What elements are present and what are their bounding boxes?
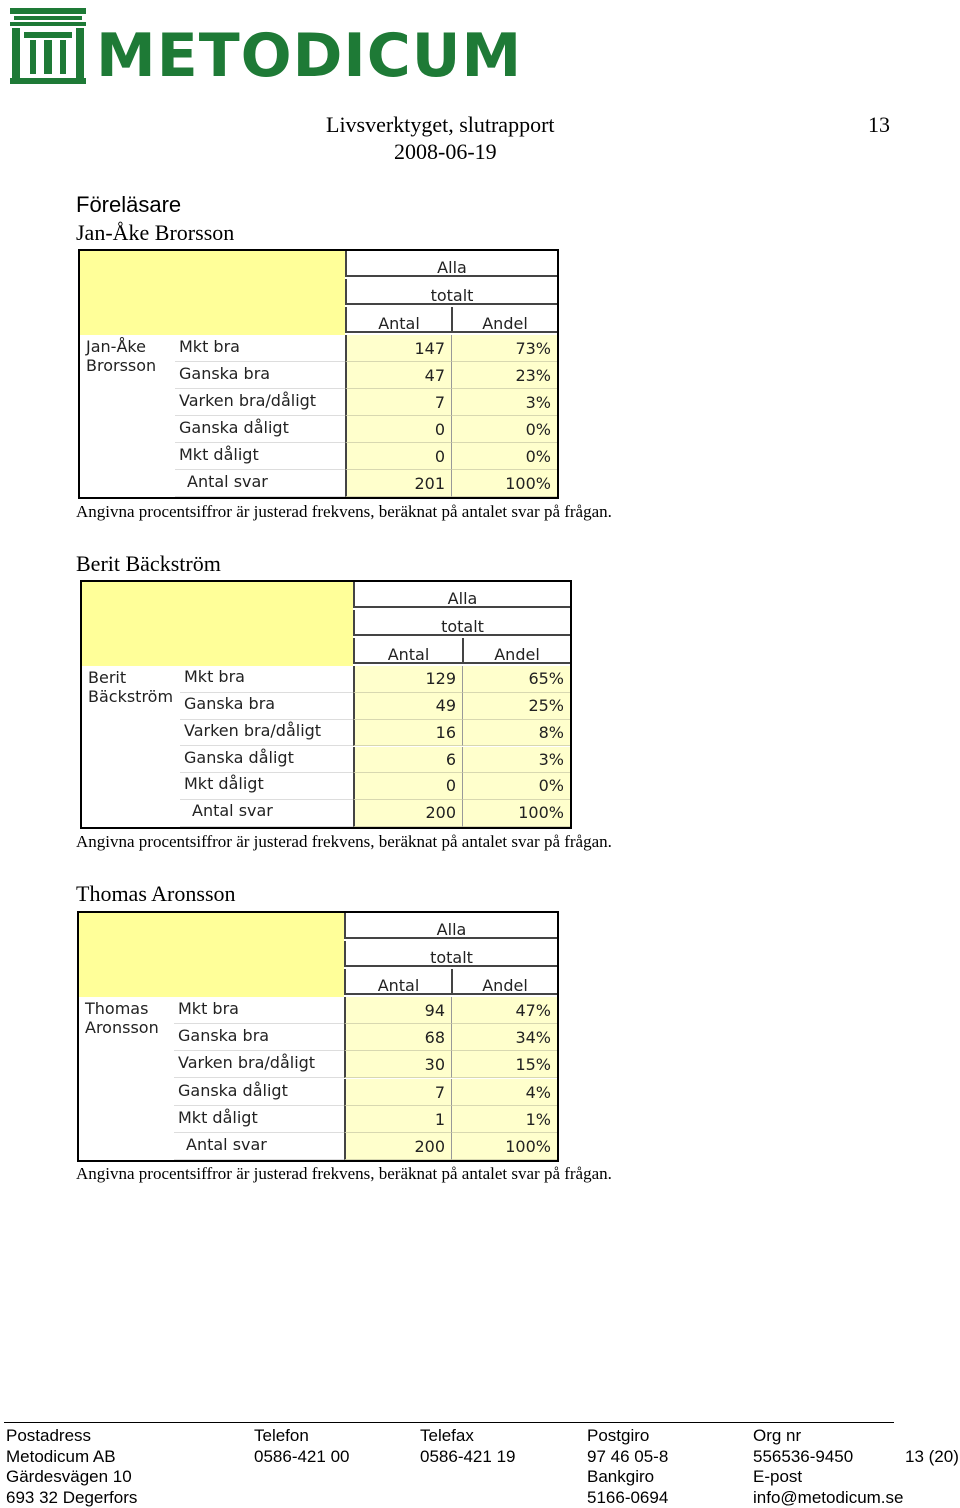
results-table [77, 911, 559, 1162]
logo-text: METODICUM [96, 21, 523, 91]
antal-cell: 0 [345, 443, 451, 470]
report-title: Livsverktyget, slutrapport [326, 112, 555, 137]
footer-value: 0586-421 19 [420, 1446, 516, 1466]
person-label [88, 668, 173, 706]
footer-postgiro [587, 1426, 668, 1508]
andel-cell: 23% [451, 362, 557, 389]
table-note: Angivna procentsiffror är justerad frekvens, beräknat på antalet svar på frågan. [76, 1164, 612, 1183]
andel-cell: 100% [451, 1133, 557, 1160]
andel-cell: 15% [451, 1051, 557, 1078]
andel-cell: 100% [451, 470, 557, 497]
andel-cell: 3% [451, 389, 557, 416]
andel-cell: 0% [462, 773, 570, 800]
column-header-andel: Andel [451, 969, 557, 995]
column-header-alla: Alla [353, 582, 570, 608]
row-label: Mkt bra [175, 335, 345, 362]
row-label: Varken bra/dåligt [174, 1051, 344, 1078]
corner-cell [79, 913, 344, 997]
person-label [85, 999, 159, 1037]
antal-cell: 201 [345, 470, 451, 497]
row-label: Mkt dåligt [180, 773, 353, 800]
antal-cell: 6 [353, 747, 462, 774]
footer-label: Telefax [420, 1426, 474, 1445]
column-header-andel: Andel [462, 638, 570, 664]
row-label: Ganska bra [180, 693, 353, 720]
footer-orgnr [753, 1426, 904, 1508]
column-header-antal: Antal [345, 307, 451, 333]
person-label-line: Bäckström [88, 687, 174, 706]
metodicum-logo [8, 6, 523, 91]
person-label-line: Jan-Åke [86, 337, 146, 356]
footer-label: Org nr [753, 1426, 802, 1445]
andel-cell: 100% [462, 800, 570, 827]
antal-cell: 147 [345, 335, 451, 362]
andel-cell: 4% [451, 1079, 557, 1106]
column-header-alla: Alla [345, 251, 557, 277]
report-date: 2008-06-19 [394, 139, 497, 164]
row-label: Mkt dåligt [175, 443, 345, 470]
andel-cell: 34% [451, 1024, 557, 1051]
table-note: Angivna procentsiffror är justerad frekvens, beräknat på antalet svar på frågan. [76, 832, 612, 851]
antal-cell: 30 [344, 1051, 451, 1078]
person-name: Thomas Aronsson [76, 881, 236, 906]
footer-label: Telefon [254, 1426, 309, 1445]
row-label: Antal svar [175, 470, 345, 497]
column-header-alla: Alla [344, 913, 557, 939]
row-label: Varken bra/dåligt [180, 720, 353, 747]
person-label [86, 337, 156, 375]
person-label-line: Thomas [85, 999, 149, 1018]
andel-cell: 0% [451, 416, 557, 443]
row-label: Mkt bra [180, 666, 353, 693]
footer-rule [4, 1422, 894, 1423]
andel-cell: 0% [451, 443, 557, 470]
footer-value: Metodicum AB [6, 1446, 116, 1466]
andel-cell: 1% [451, 1106, 557, 1133]
antal-cell: 1 [344, 1106, 451, 1133]
andel-cell: 8% [462, 720, 570, 747]
section-heading: Föreläsare [76, 192, 182, 217]
row-label: Ganska dåligt [175, 416, 345, 443]
footer-label: Postgiro [587, 1426, 650, 1445]
footer-value: 5166-0694 [587, 1487, 669, 1507]
antal-cell: 7 [344, 1079, 451, 1106]
footer-postadress [6, 1426, 137, 1508]
footer-value: 556536-9450 [753, 1446, 854, 1466]
antal-cell: 0 [345, 416, 451, 443]
row-label: Ganska dåligt [174, 1079, 344, 1106]
footer-label: E-post [753, 1467, 803, 1486]
results-table [78, 249, 559, 499]
column-header-totalt: totalt [344, 941, 557, 967]
andel-cell: 47% [451, 997, 557, 1024]
person-name: Jan-Åke Brorsson [76, 220, 235, 245]
row-label: Ganska dåligt [180, 747, 353, 774]
column-header-antal: Antal [353, 638, 462, 664]
row-label: Ganska bra [175, 362, 345, 389]
andel-cell: 73% [451, 335, 557, 362]
antal-cell: 129 [353, 666, 462, 693]
footer-telefon [254, 1426, 349, 1467]
antal-cell: 68 [344, 1024, 451, 1051]
person-name: Berit Bäckström [76, 551, 221, 576]
footer-telefax [420, 1426, 515, 1467]
footer-value: info@metodicum.se [753, 1487, 904, 1507]
antal-cell: 200 [353, 800, 462, 827]
row-label: Ganska bra [174, 1024, 344, 1051]
corner-cell [82, 582, 353, 666]
antal-cell: 200 [344, 1133, 451, 1160]
antal-cell: 16 [353, 720, 462, 747]
column-header-andel: Andel [451, 307, 557, 333]
page-number: 13 [868, 112, 890, 137]
footer-label: Postadress [6, 1426, 92, 1445]
footer-label: Bankgiro [587, 1467, 655, 1486]
person-label-line: Berit [88, 668, 127, 687]
andel-cell: 25% [462, 693, 570, 720]
person-label-line: Brorsson [86, 356, 157, 375]
corner-cell [80, 251, 345, 335]
table-note: Angivna procentsiffror är justerad frekvens, beräknat på antalet svar på frågan. [76, 502, 612, 521]
person-label-line: Aronsson [85, 1018, 159, 1037]
footer-page-of: 13 (20) [905, 1446, 959, 1466]
footer-value: 97 46 05-8 [587, 1446, 669, 1466]
antal-cell: 94 [344, 997, 451, 1024]
row-label: Antal svar [174, 1133, 344, 1160]
antal-cell: 7 [345, 389, 451, 416]
antal-cell: 0 [353, 773, 462, 800]
row-label: Antal svar [180, 800, 353, 827]
column-header-antal: Antal [344, 969, 451, 995]
logo-emblem-icon [8, 6, 88, 86]
column-header-totalt: totalt [353, 610, 570, 636]
row-label: Mkt bra [174, 997, 344, 1024]
antal-cell: 49 [353, 693, 462, 720]
results-table [80, 580, 572, 829]
footer-value: Gärdesvägen 10 [6, 1467, 132, 1486]
footer-value: 693 32 Degerfors [6, 1487, 138, 1507]
antal-cell: 47 [345, 362, 451, 389]
andel-cell: 3% [462, 747, 570, 774]
row-label: Mkt dåligt [174, 1106, 344, 1133]
column-header-totalt: totalt [345, 279, 557, 305]
footer-value: 0586-421 00 [254, 1446, 350, 1466]
andel-cell: 65% [462, 666, 570, 693]
row-label: Varken bra/dåligt [175, 389, 345, 416]
